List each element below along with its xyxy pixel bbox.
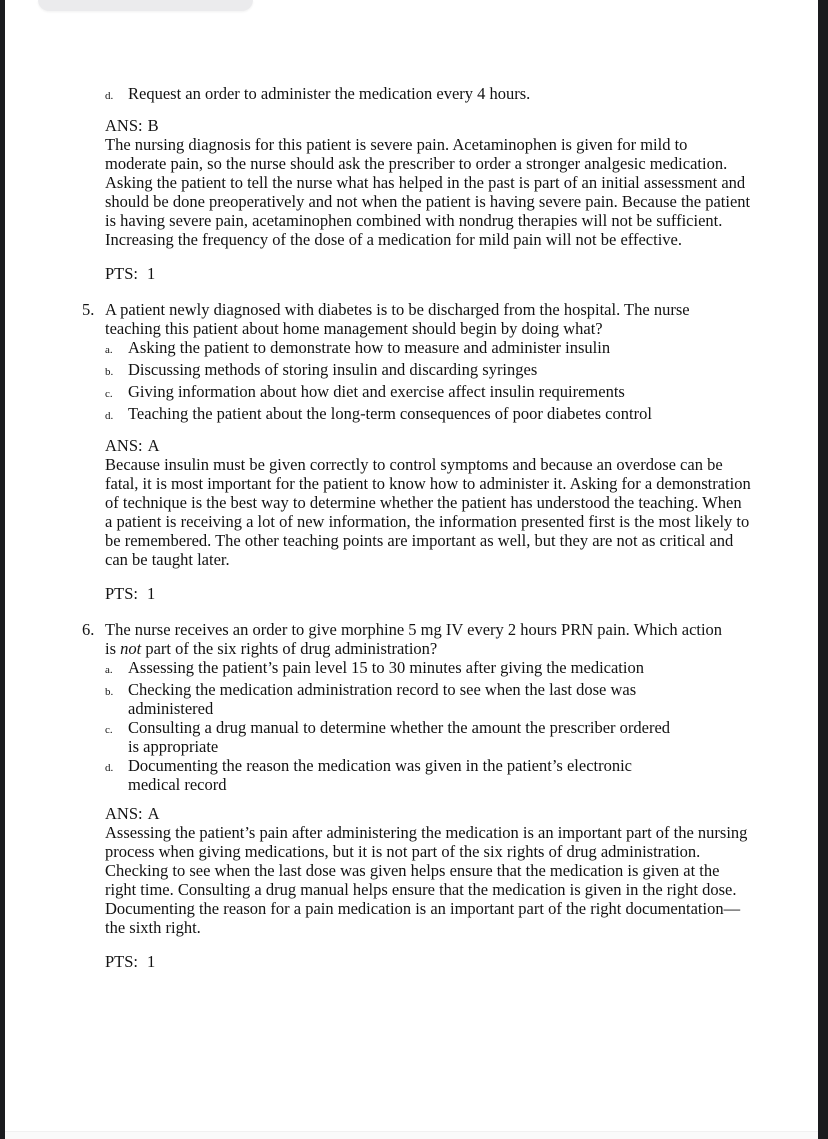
answer-line [105, 436, 751, 455]
question-text-pre: The nurse receives an order to give morphine 5 mg IV every 2 hours PRN pain. Which action is [105, 620, 723, 658]
answer-line [105, 116, 751, 135]
answer-label: ANS: [105, 804, 143, 823]
answer-label: ANS: [105, 116, 143, 135]
option-text: Asking the patient to demonstrate how to measure and administer insulin [128, 338, 611, 357]
option-row [105, 338, 728, 360]
question-number: 6. [82, 620, 95, 639]
viewer-left-edge [0, 0, 5, 1139]
option-row [105, 84, 751, 106]
rationale-text: The nursing diagnosis for this patient is severe pain. Acetaminophen is given for mild to moderate pain, so the nurse should ask the prescriber to order a stronger analgesic medication. Asking the patient to tell the nurse what has helped in the past is part of an initial assessment and should be done preoperatively and not when the patient is having severe pain. Because the patient is having severe pain, acetaminophen combined with nondrug therapies will not be sufficient. Increasing the frequency of the dose of a medication for mild pain will not be effective. [105, 135, 751, 249]
option-row [105, 680, 728, 718]
points-label: PTS: [105, 264, 139, 283]
question-6 [82, 620, 751, 794]
option-text: Request an order to administer the medication every 4 hours. [128, 84, 531, 103]
answer-block [105, 804, 751, 937]
question-text-post: part of the six rights of drug administration? [141, 639, 438, 658]
question-text [105, 620, 728, 658]
option-letter: a. [105, 344, 113, 356]
question-number: 5. [82, 300, 95, 319]
rationale-text: Assessing the patient’s pain after administering the medication is an important part of the nursing process when giving medications, but it is not part of the six rights of drug administration. Checking to see when the last dose was given helps ensure that the medication is given at the right time. Consulting a drug manual helps ensure that the medication is given in the right dose. Documenting the reason for a pain medication is an important part of the right documentation—the sixth right. [105, 823, 748, 937]
option-row [105, 404, 728, 426]
option-row [105, 718, 728, 756]
option-text: Teaching the patient about the long-term consequences of poor diabetes control [128, 404, 652, 423]
option-letter: b. [105, 686, 114, 698]
option-letter: b. [105, 366, 114, 378]
points-line [105, 584, 751, 603]
document-page [82, 84, 751, 971]
option-row [105, 360, 728, 382]
question-body [105, 620, 728, 794]
answer-line [105, 804, 751, 823]
viewer-right-edge [818, 0, 828, 1139]
option-letter: d. [105, 90, 114, 102]
viewer-bottom-bar [5, 1131, 818, 1139]
option-row [105, 756, 728, 794]
answer-label: ANS: [105, 436, 143, 455]
points-line [105, 264, 751, 283]
option-letter: c. [105, 724, 113, 736]
answer-letter: A [147, 436, 160, 455]
option-text: Documenting the reason the medication was given in the patient’s electronic medical record [128, 756, 633, 794]
points-value: 1 [147, 264, 156, 283]
option-letter: c. [105, 388, 113, 400]
option-text: Consulting a drug manual to determine whether the amount the prescriber ordered is appropriate [128, 718, 671, 756]
points-value: 1 [147, 952, 156, 971]
points-label: PTS: [105, 952, 139, 971]
option-letter: d. [105, 410, 114, 422]
option-text: Assessing the patient’s pain level 15 to 30 minutes after giving the medication [128, 658, 644, 677]
rationale-text: Because insulin must be given correctly to control symptoms and because an overdose can be fatal, it is most important for the patient to know how to administer it. Asking for a demonstration of technique is the best way to determine whether the patient has understood the teaching. When a patient is receiving a lot of new information, the information presented first is the most likely to be remembered. The other teaching points are important as well, but they are not as critical and can be taught later. [105, 455, 751, 569]
question-body [105, 300, 728, 426]
points-label: PTS: [105, 584, 139, 603]
answer-letter: A [147, 804, 160, 823]
answer-block [105, 116, 751, 249]
points-value: 1 [147, 584, 156, 603]
answer-letter: B [147, 116, 159, 135]
option-text: Giving information about how diet and exercise affect insulin requirements [128, 382, 625, 401]
option-text: Discussing methods of storing insulin and discarding syringes [128, 360, 538, 379]
points-line [105, 952, 751, 971]
browser-tab[interactable] [38, 0, 253, 11]
question-5 [82, 300, 751, 426]
question-text: A patient newly diagnosed with diabetes is to be discharged from the hospital. The nurse teaching this patient about home management should begin by doing what? [105, 300, 690, 338]
option-letter: a. [105, 664, 113, 676]
option-letter: d. [105, 762, 114, 774]
answer-block [105, 436, 751, 569]
option-row [105, 382, 728, 404]
italic-word: not [120, 639, 142, 658]
option-text: Checking the medication administration record to see when the last dose was administered [128, 680, 637, 718]
option-row [105, 658, 728, 680]
